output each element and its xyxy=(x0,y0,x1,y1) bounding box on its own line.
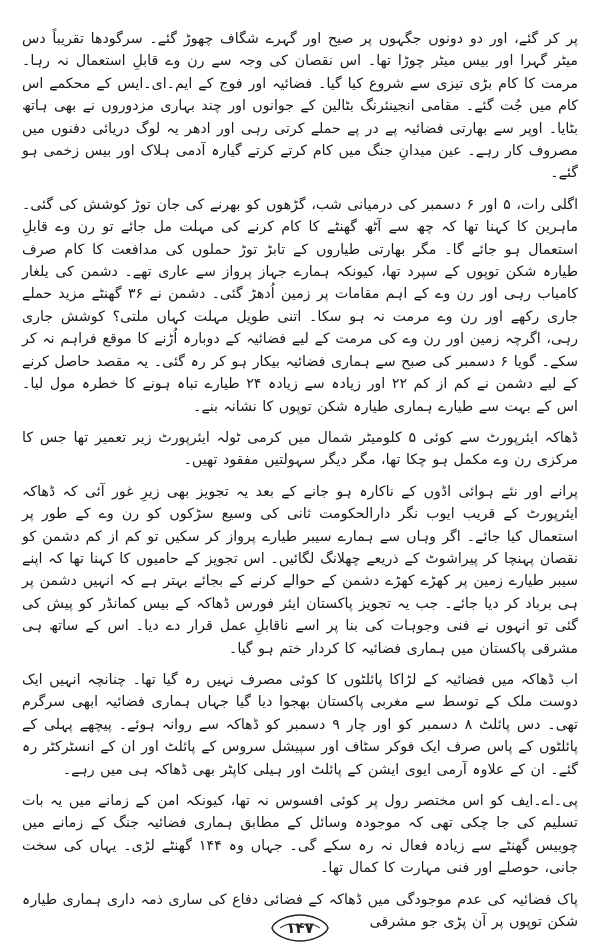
page-number-ornament xyxy=(270,913,330,943)
paragraph-6: پی۔اے۔ایف کو اس مختصر رول پر کوئی افسوس نہ تھا، کیونکہ امن کے زمانے میں یہ بات تسلیم کی جا چکی تھی کہ موجودہ وسائل کے مطابق ہماری فضائیہ جنگ کے زمانے میں چوبیس گھنٹے سے زیادہ فعال نہ رہ سکے گی۔ جہاں وہ ۱۴۴ گھنٹے لڑی۔ یہاں کی سخت جانی، حوصلے اور فنی مہارت کا کمال تھا۔ xyxy=(22,793,578,877)
page-number: ۱۴۷ xyxy=(286,919,314,937)
paragraph-5: اب ڈھاکہ میں فضائیہ کے لڑاکا پائلٹوں کا کوئی مصرف نہیں رہ گیا تھا۔ چنانچہ انہیں ایک دوست ملک کے توسط سے مغربی پاکستان بھجوا دیا گیا جہاں ہماری فضائیہ ابھی سرگرم تھی۔ دس پائلٹ ۸ دسمبر کو اور چار ۹ دسمبر کو ڈھاکہ سے روانہ ہوئے۔ پیچھے پہلی کے پائلٹوں کے پاس صرف ایک فوکر سٹاف اور سپیشل سروس کے پائلٹ اور ان کے انسٹرکٹر رہ گئے۔ ان کے علاوہ آرمی ایوی ایشن کے پائلٹ اور ہیلی کاپٹر بھی ڈھاکہ ہی میں رہے۔ xyxy=(22,671,579,778)
paragraph-1: پر کر گئے، اور دو دونوں جگہوں پر صیح اور گہرے شگاف چھوڑ گئے۔ سرگودھا تقریباً دس میٹر گہرا اور بیس میٹر چوڑا تھا۔ اس نقصان کی وجہ سے رن وے قابلِ استعمال نہ رہا۔ مرمت کا کام بڑی تیزی سے شروع کیا گیا۔ فضائیہ اور فوج کے ایم۔ای۔ایس کے محکمے اس کام میں جُت گئے۔ مقامی انجینئرنگ بٹالین کے جوانوں اور چند بہاری مزدوروں نے بھی ہاتھ بٹایا۔ اوپر سے بھارتی فضائیہ پے در پے حملے کرتی رہی اور ادھر یہ لوگ دریائی دفنوں میں مصروف کار رہے۔ عین میدانِ جنگ میں کام کرتے کرتے گیارہ آدمی ہلاک اور بیس زخمی ہو گئے۔ xyxy=(22,31,578,182)
paragraph-7: پاک فضائیہ کی عدم موجودگی میں ڈھاکہ کے فضائی دفاع کی ساری ذمہ داری ہماری طیارہ شکن توپوں پر آن پڑی جو مشرقی xyxy=(22,891,578,931)
paragraph-3: ڈھاکہ ایئرپورٹ سے کوئی ۵ کلومیٹر شمال میں کرمی ٹولہ ایئرپورٹ زیر تعمیر تھا جس کا مرکزی رن وے مکمل ہو چکا تھا، مگر دیگر سہولتیں مفقود تھیں۔ xyxy=(22,429,578,469)
page-footer xyxy=(0,912,600,944)
paragraph-4: پرانے اور نئے ہوائی اڈوں کے ناکارہ ہو جانے کے بعد یہ تجویز بھی زیرِ غور آئی کہ ڈھاکہ ایئرپورٹ کے قریب ایوب نگر دارالحکومت ثانی کی وسیع سڑکوں کو رن وے کے طور پر استعمال کیا جائے۔ اگر وہاں سے ہمارے سیبر طیارے پرواز کر سکیں تو کم از کم دشمن کو نقصان پہنچا کر پیراشوٹ کے ذریعے چھلانگ لگائیں۔ اس تجویز کے حامیوں کا کہنا تھا کہ اپنے سیبر طیارے زمین پر کھڑے کھڑے دشمن کے حوالے کرنے کے بجائے بہتر ہے کہ انہیں دشمن پر ہی برباد کر دیا جائے۔ جب یہ تجویز پاکستان ایئر فورس ڈھاکہ کے بیس کمانڈر کو پیش کی گئی تو انہوں نے فنی وجوہات کی بنا پر اسے ناقابلِ عمل قرار دے دیا۔ اس کے ساتھ ہی مشرقی پاکستان میں ہماری فضائیہ کا کردار ختم ہو گیا۔ xyxy=(22,483,578,657)
paragraph-2: اگلی رات، ۵ اور ۶ دسمبر کی درمیانی شب، گڑھوں کو بھرنے کی جان توڑ کوشش کی گئی۔ ماہرین کا کہنا تھا کہ چھ سے آٹھ گھنٹے کا کام کرنے کی مہلت مل جائے تو رن وے قابلِ استعمال ہو جائے گا۔ مگر بھارتی طیاروں کے تابڑ توڑ حملوں کی مدافعت کا کام صرف طیارہ شکن توپوں کے سپرد تھا، کیونکہ ہمارے جہاز پرواز سے عاری تھے۔ دشمن کی یلغار کامیاب رہی اور رن وے کے اہم مقامات پر زمین اُدھڑ گئی۔ دشمن نے ۳۶ گھنٹے مزید حملے جاری رکھے اور رن وے مرمت نہ ہو سکا۔ اتنی طویل مہلت کہاں ملتی؟ کوشش جاری رہی، اگرچہ زمین اور رن وے کی مرمت کے لیے فضائیہ کے دوبارہ اُڑنے کا موقع فراہم نہ کر سکے۔ گویا ۶ دسمبر کی صبح سے ہماری فضائیہ بیکار ہو کر رہ گئی۔ یہ مقصد حاصل کرنے کے لیے دشمن نے کم از کم ۲۲ اور زیادہ سے زیادہ ۲۴ طیارے تباہ ہونے کا خطرہ مول لیا۔ اس کے بہت سے طیارے ہماری طیارہ شکن توپوں کا نشانہ بنے۔ xyxy=(22,196,579,415)
